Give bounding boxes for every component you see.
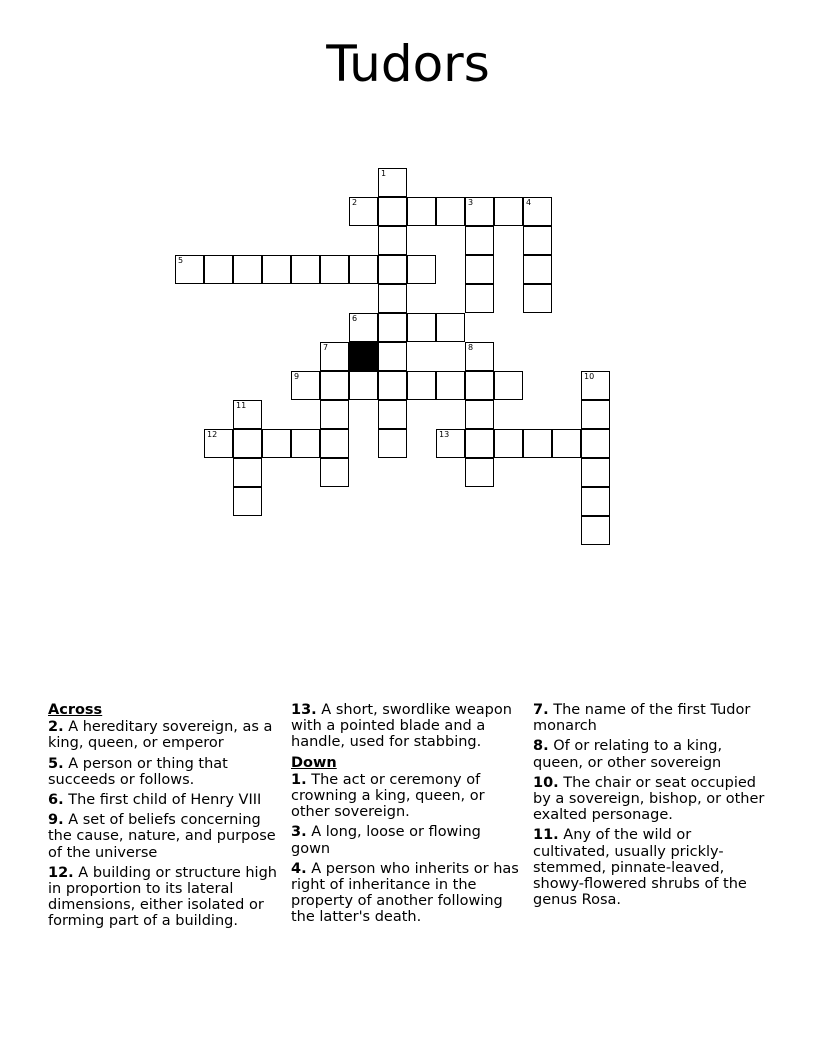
- grid-cell[interactable]: [465, 284, 494, 313]
- clue-down-3: [291, 824, 523, 856]
- down-heading: Down: [291, 754, 337, 771]
- clue-text: A set of beliefs concerning the cause, nature, and purpose of the universe: [48, 812, 276, 861]
- clue-number: 10.: [533, 774, 559, 791]
- clue-number-label: 4: [526, 198, 532, 207]
- clue-number-label: 12: [207, 430, 218, 439]
- grid-cell[interactable]: [233, 458, 262, 487]
- grid-cell[interactable]: [378, 226, 407, 255]
- grid-cell[interactable]: [320, 429, 349, 458]
- grid-cell[interactable]: [523, 255, 552, 284]
- grid-cell[interactable]: [407, 197, 436, 226]
- grid-cell[interactable]: [465, 197, 494, 226]
- clue-number: 7.: [533, 702, 549, 718]
- grid-cell[interactable]: [407, 255, 436, 284]
- clue-number-label: 10: [584, 372, 595, 381]
- clue-number: 9.: [48, 812, 64, 829]
- grid-cell[interactable]: [436, 313, 465, 342]
- clue-number: 8.: [533, 738, 549, 755]
- clue-number-label: 8: [468, 343, 474, 352]
- clue-column-1: [48, 702, 284, 934]
- grid-cell[interactable]: [349, 371, 378, 400]
- clue-across-5: [48, 756, 284, 788]
- grid-cell[interactable]: [407, 371, 436, 400]
- clue-text: A person or thing that succeeds or follows.: [48, 755, 228, 788]
- grid-cell[interactable]: [378, 400, 407, 429]
- grid-cell[interactable]: [320, 342, 349, 371]
- clue-number: 6.: [48, 792, 64, 809]
- grid-cell[interactable]: [262, 429, 291, 458]
- grid-cell[interactable]: [581, 516, 610, 545]
- clue-text: The first child of Henry VIII: [68, 792, 262, 809]
- grid-cell[interactable]: [204, 429, 233, 458]
- clue-down-7: [533, 702, 769, 734]
- grid-cell[interactable]: [581, 371, 610, 400]
- clue-column-2: [291, 702, 523, 930]
- clue-number: 13.: [291, 702, 317, 718]
- grid-cell[interactable]: [378, 284, 407, 313]
- grid-cell[interactable]: [262, 255, 291, 284]
- grid-cell[interactable]: [407, 313, 436, 342]
- grid-cell[interactable]: [349, 313, 378, 342]
- clue-number-label: 9: [294, 372, 300, 381]
- grid-cell[interactable]: [233, 487, 262, 516]
- clue-text: A person who inherits or has right of inheritance in the property of another following the latter's death.: [291, 860, 519, 926]
- clue-text: The name of the first Tudor monarch: [533, 702, 751, 735]
- grid-cell[interactable]: [233, 400, 262, 429]
- grid-cell[interactable]: [175, 255, 204, 284]
- clue-down-8: [533, 738, 769, 770]
- grid-cell[interactable]: [291, 371, 320, 400]
- grid-cell[interactable]: [320, 371, 349, 400]
- grid-cell[interactable]: [233, 255, 262, 284]
- page-title: Tudors: [326, 35, 490, 93]
- grid-cell[interactable]: [349, 197, 378, 226]
- grid-cell[interactable]: [378, 342, 407, 371]
- clue-text: The act or ceremony of crowning a king, queen, or other sovereign.: [291, 771, 485, 821]
- grid-cell[interactable]: [378, 429, 407, 458]
- clue-down-4: [291, 861, 523, 926]
- clue-text: A long, loose or flowing gown: [291, 824, 481, 857]
- clue-number-label: 5: [178, 256, 184, 265]
- grid-cell[interactable]: [523, 197, 552, 226]
- clue-down-11: [533, 827, 769, 908]
- grid-cell[interactable]: [320, 458, 349, 487]
- black-square: [349, 342, 378, 371]
- clue-number: 3.: [291, 824, 307, 841]
- grid-cell[interactable]: [494, 371, 523, 400]
- grid-cell[interactable]: [436, 429, 465, 458]
- grid-cell[interactable]: [378, 168, 407, 197]
- grid-cell[interactable]: [233, 429, 262, 458]
- across-heading: Across: [48, 702, 103, 718]
- clue-down-1: [291, 772, 523, 821]
- clue-text: Of or relating to a king, queen, or other sovereign: [533, 738, 723, 771]
- grid-cell[interactable]: [552, 429, 581, 458]
- clue-text: A hereditary sovereign, as a king, queen, or emperor: [48, 719, 273, 752]
- clue-number-label: 6: [352, 314, 358, 323]
- grid-cell[interactable]: [523, 226, 552, 255]
- grid-cell[interactable]: [581, 458, 610, 487]
- grid-cell[interactable]: [494, 429, 523, 458]
- grid-cell[interactable]: [465, 458, 494, 487]
- grid-cell[interactable]: [436, 197, 465, 226]
- clue-number-label: 3: [468, 198, 474, 207]
- clue-across-2: [48, 719, 284, 751]
- clue-number-label: 13: [439, 430, 450, 439]
- clue-across-6: [48, 792, 284, 808]
- clue-number: 2.: [48, 719, 64, 736]
- grid-cell[interactable]: [204, 255, 233, 284]
- clue-number-label: 2: [352, 198, 358, 207]
- grid-cell[interactable]: [436, 371, 465, 400]
- clue-across-13: [291, 702, 523, 751]
- clue-number: 12.: [48, 864, 74, 881]
- grid-cell[interactable]: [291, 429, 320, 458]
- grid-cell[interactable]: [465, 255, 494, 284]
- clue-number-label: 7: [323, 343, 329, 352]
- grid-cell[interactable]: [378, 371, 407, 400]
- clue-text: Any of the wild or cultivated, usually prickly-stemmed, pinnate-leaved, showy-flowered shrubs of the genus Rosa.: [533, 827, 747, 909]
- grid-cell[interactable]: [320, 255, 349, 284]
- grid-cell[interactable]: [523, 284, 552, 313]
- grid-cell[interactable]: [581, 429, 610, 458]
- clue-number-label: 1: [381, 169, 387, 178]
- grid-cell[interactable]: [349, 255, 378, 284]
- clue-down-10: [533, 775, 769, 824]
- grid-cell[interactable]: [494, 197, 523, 226]
- clue-across-12: [48, 865, 284, 930]
- grid-cell[interactable]: [378, 197, 407, 226]
- grid-cell[interactable]: [465, 429, 494, 458]
- grid-cell[interactable]: [581, 487, 610, 516]
- grid-cell[interactable]: [465, 371, 494, 400]
- grid-cell[interactable]: [465, 342, 494, 371]
- clue-text: A short, swordlike weapon with a pointed blade and a handle, used for stabbing.: [291, 702, 512, 751]
- clue-number: 1.: [291, 771, 307, 788]
- clue-across-9: [48, 812, 284, 861]
- grid-cell[interactable]: [465, 226, 494, 255]
- grid-cell[interactable]: [465, 400, 494, 429]
- clue-number: 11.: [533, 827, 559, 844]
- grid-cell[interactable]: [581, 400, 610, 429]
- clue-number: 4.: [291, 860, 307, 877]
- grid-cell[interactable]: [320, 400, 349, 429]
- clue-text: The chair or seat occupied by a sovereign, bishop, or other exalted personage.: [533, 774, 765, 824]
- grid-cell[interactable]: [378, 313, 407, 342]
- clue-number-label: 11: [236, 401, 247, 410]
- clue-text: A building or structure high in proportion to its lateral dimensions, either isolated or forming part of a building.: [48, 864, 277, 930]
- clue-number: 5.: [48, 755, 64, 772]
- clue-column-3: [533, 702, 769, 912]
- grid-cell[interactable]: [378, 255, 407, 284]
- grid-cell[interactable]: [523, 429, 552, 458]
- grid-cell[interactable]: [291, 255, 320, 284]
